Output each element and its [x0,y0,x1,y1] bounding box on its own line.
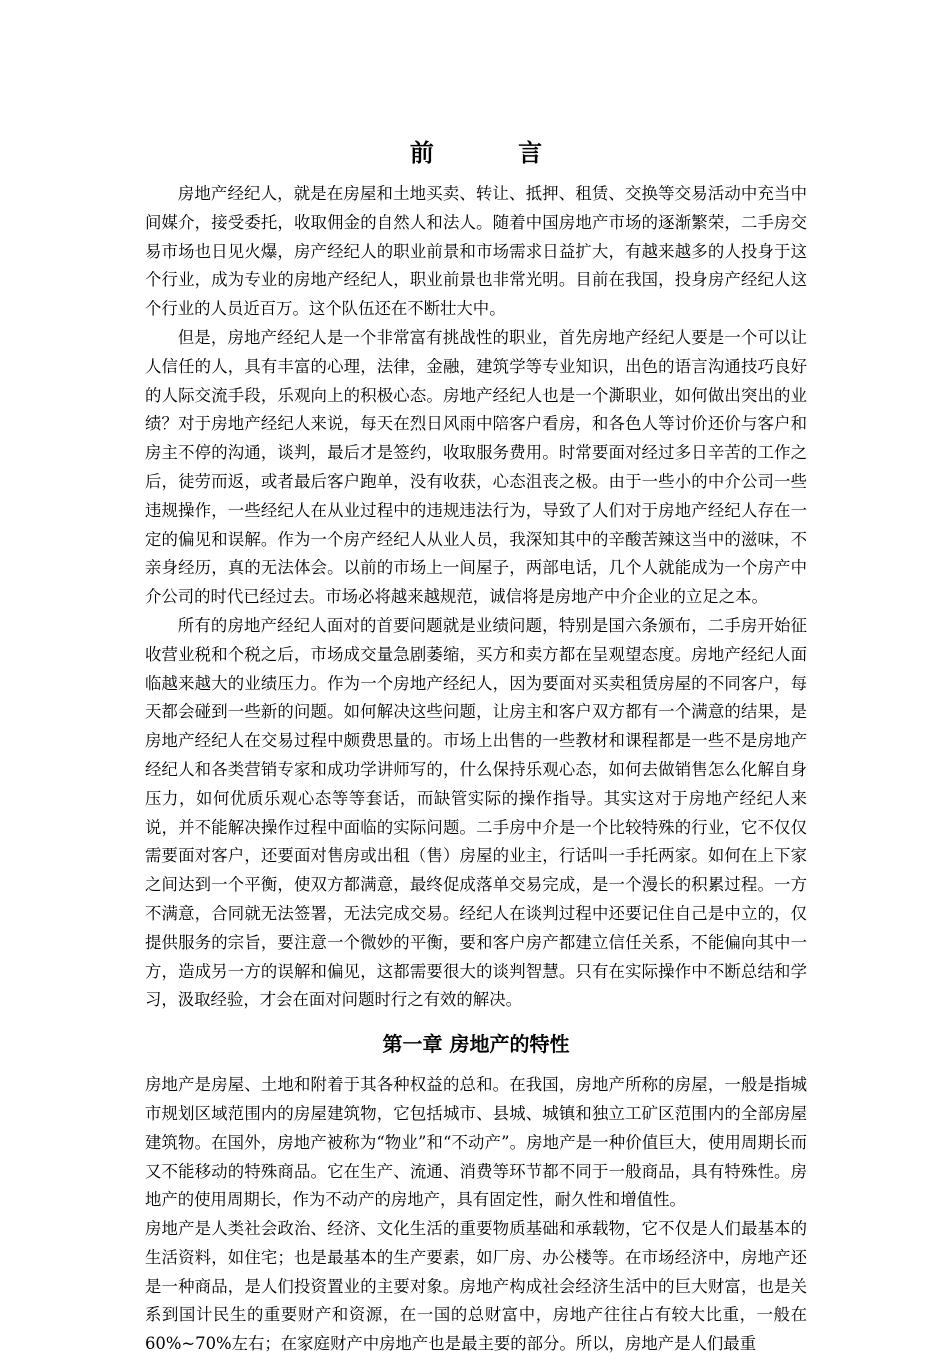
preface-paragraph-2: 但是，房地产经纪人是一个非常富有挑战性的职业，首先房地产经纪人要是一个可以让人信任的人，具有丰富的心理，法律，金融，建筑学等专业知识，出色的语言沟通技巧良好的人际交流手段，乐观向上的积极心态。房地产经纪人也是一个澌职业，如何做出突出的业绩？对于房地产经纪人来说，每天在烈日风雨中陪客户看房，和各色人等讨价还价与客户和房主不停的沟通，谈判，最后才是签约，收取服务费用。时常要面对经过多日辛苦的工作之后，徒劳而返，或者最后客户跑单，没有收获，心态沮丧之极。由于一些小的中介公司一些违规操作，一些经纪人在从业过程中的违规违法行为，导致了人们对于房地产经纪人存在一定的偏见和误解。作为一个房产经纪人从业人员，我深知其中的辛酸苦辣这当中的滋味，不亲身经历，真的无法体会。以前的市场上一间屋子，两部电话，几个人就能成为一个房产中介公司的时代已经过去。市场必将越来越规范，诚信将是房地产中介企业的立足之本。 [145,327,807,607]
preface-title: 前 言 [409,138,581,167]
chapter-title: 第一章 房地产的特性 [382,1032,570,1057]
preface-paragraph-1: 房地产经纪人，就是在房屋和土地买卖、转让、抵押、租赁、交换等交易活动中充当中间媒介，接受委托，收取佣金的自然人和法人。随着中国房地产市场的逐渐繁荣，二手房交易市场也日见火爆，房产经纪人的职业前景和市场需求日益扩大，有越来越多的人投身于这个行业，成为专业的房地产经纪人，职业前景也非常光明。目前在我国，投身房产经纪人这个行业的人员近百万。这个队伍还在不断壮大中。 [145,184,807,319]
chapter-paragraph-2: 房地产是人类社会政治、经济、文化生活的重要物质基础和承载物，它不仅是人们最基本的生活资料，如住宅；也是最基本的生产要素，如厂房、办公楼等。在市场经济中，房地产还是一种商品，是人们投资置业的主要对象。房地产构成社会经济生活中的巨大财富，也是关系到国计民生的重要财产和资源，在一国的总财富中，房地产往往占有较大比重，一般在 60%~70%左右；在家庭财产中房地产也是最主要的部分。所以，房地产是人们最重 [145,1219,807,1354]
preface-paragraph-3: 所有的房地产经纪人面对的首要问题就是业绩问题，特别是国六条颁布，二手房开始征收营业税和个税之后，市场成交量急剧萎缩，买方和卖方都在呈观望态度。房地产经纪人面临越来越大的业绩压力。作为一个房地产经纪人，因为要面对买卖租赁房屋的不同客户，每天都会碰到一些新的问题。如何解决这些问题，让房主和客户双方都有一个满意的结果，是房地产经纪人在交易过程中颇费思量的。市场上出售的一些教材和课程都是一些不是房地产经纪人和各类营销专家和成功学讲师写的，什么保持乐观心态，如何去做销售怎么化解自身压力，如何优质乐观心态等等套话，而缺管实际的操作指导。其实这对于房地产经纪人来说，并不能解决操作过程中面临的实际问题。二手房中介是一个比较特殊的行业，它不仅仅需要面对客户，还要面对售房或出租（售）房屋的业主，行话叫一手托两家。如何在上下家之间达到一个平衡，使双方都满意，最终促成落单交易完成，是一个漫长的积累过程。一方不满意，合同就无法签署，无法完成交易。经纪人在谈判过程中还要记住自己是中立的，仅提供服务的宗旨，要注意一个微妙的平衡，要和客户房产都建立信任关系，不能偏向其中一方，造成另一方的误解和偏见，这都需要很大的谈判智慧。只有在实际操作中不断总结和学习，汲取经验，才会在面对问题时行之有效的解决。 [145,615,807,1010]
chapter-paragraph-1: 房地产是房屋、土地和附着于其各种权益的总和。在我国，房地产所称的房屋，一般是指城市规划区域范围内的房屋建筑物，它包括城市、县城、城镇和独立工矿区范围内的全部房屋建筑物。在国外，房地产被称为“物业”和“不动产”。房地产是一种价值巨大，使用周期长而又不能移动的特殊商品。它在生产、流通、消费等环节都不同于一般商品，具有特殊性。房地产的使用周期长，作为不动产的房地产，具有固定性，耐久性和增值性。 [145,1075,807,1210]
document-page [145,130,807,1359]
